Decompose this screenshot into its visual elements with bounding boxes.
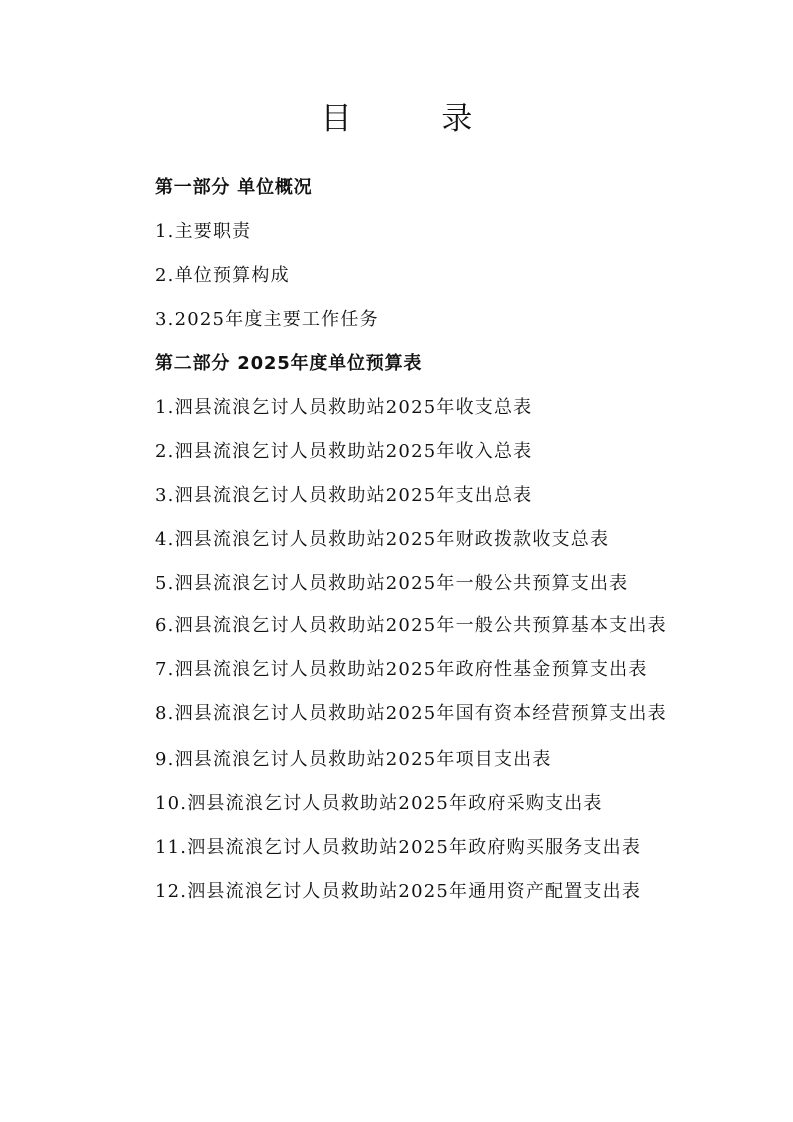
- toc-entry: 2.泗县流浪乞讨人员救助站2025年收入总表: [155, 441, 533, 462]
- toc-entry: 1.泗县流浪乞讨人员救助站2025年收支总表: [155, 397, 533, 418]
- toc-entry: 6.泗县流浪乞讨人员救助站2025年一般公共预算基本支出表: [155, 615, 667, 636]
- toc-entry: 3.2025年度主要工作任务: [155, 309, 379, 330]
- toc-entry: 3.泗县流浪乞讨人员救助站2025年支出总表: [155, 485, 533, 506]
- toc-entry: 12.泗县流浪乞讨人员救助站2025年通用资产配置支出表: [155, 881, 642, 902]
- toc-entry: 8.泗县流浪乞讨人员救助站2025年国有资本经营预算支出表: [155, 703, 667, 724]
- toc-entry: 7.泗县流浪乞讨人员救助站2025年政府性基金预算支出表: [155, 659, 648, 680]
- toc-entry: 2.单位预算构成: [155, 265, 290, 286]
- toc-entry: 5.泗县流浪乞讨人员救助站2025年一般公共预算支出表: [155, 573, 629, 594]
- page-title: 目 录: [320, 101, 513, 137]
- toc-part-1: 第一部分 单位概况: [155, 177, 313, 198]
- toc-entry: 1.主要职责: [155, 221, 252, 242]
- toc-part-2: 第二部分 2025年度单位预算表: [155, 353, 423, 374]
- toc-entry: 9.泗县流浪乞讨人员救助站2025年项目支出表: [155, 749, 552, 770]
- toc-entry: 11.泗县流浪乞讨人员救助站2025年政府购买服务支出表: [155, 837, 642, 858]
- table-of-contents: [114, 166, 680, 914]
- toc-entry: 10.泗县流浪乞讨人员救助站2025年政府采购支出表: [155, 793, 603, 814]
- toc-entry: 4.泗县流浪乞讨人员救助站2025年财政拨款收支总表: [155, 529, 610, 550]
